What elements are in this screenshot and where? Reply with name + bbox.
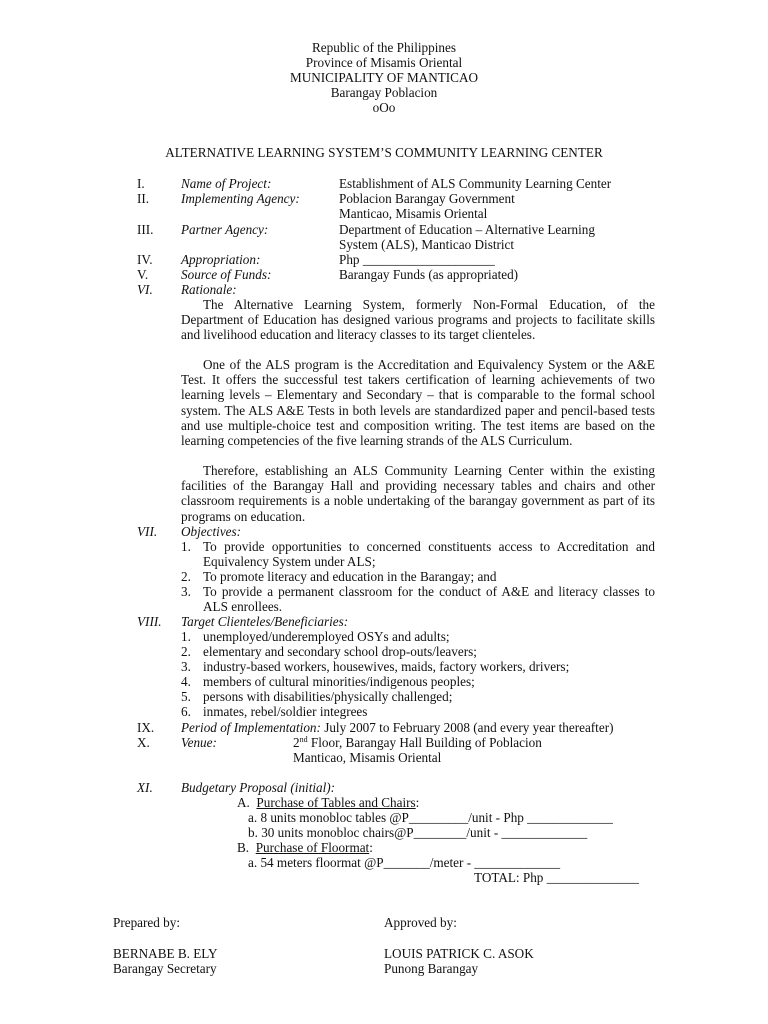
section-value: Floor, Barangay Hall Building of Poblacion xyxy=(310,735,542,750)
objective-text: To provide a permanent classroom for the conduct of A&E and literacy classes to ALS enrollees. xyxy=(203,584,655,615)
approver-title: Punong Barangay xyxy=(384,961,479,976)
section-label: Appropriation: xyxy=(181,252,261,267)
prepared-by-label: Prepared by: xyxy=(113,915,181,930)
venue-floor-suffix: nd xyxy=(299,735,308,744)
objective-number: 2. xyxy=(181,569,191,584)
beneficiary-number: 1. xyxy=(181,629,191,644)
section-value: Php ____________________ xyxy=(339,252,495,267)
section-value: Department of Education – Alternative Learning xyxy=(339,222,595,237)
section-label: Budgetary Proposal (initial): xyxy=(181,780,336,795)
document-title: ALTERNATIVE LEARNING SYSTEM’S COMMUNITY LEARNING CENTER xyxy=(165,145,603,160)
beneficiary-number: 2. xyxy=(181,644,191,659)
beneficiary-text: members of cultural minorities/indigenous peoples; xyxy=(203,674,475,689)
budget-subheading-title: Purchase of Tables and Chairs xyxy=(256,795,416,810)
section-label: Target Clienteles/Beneficiaries: xyxy=(181,614,349,629)
preparer-title: Barangay Secretary xyxy=(113,961,217,976)
beneficiary-number: 4. xyxy=(181,674,191,689)
section-number: VIII. xyxy=(137,614,162,629)
rationale-paragraph: One of the ALS program is the Accreditation and Equivalency System or the A&E Test. It offers the successful test takers certification of learning achievements of two learning levels – Elementary and Secondary – that is comparable to the formal school system. The ALS A&E Tests in both levels are standardized paper and pencil-based tests and use multiple-choice test and composition writing. The test items are based on the learning competencies of the five learning strands of the ALS Curriculum. xyxy=(181,357,655,449)
section-number: V. xyxy=(137,267,149,282)
section-number: I. xyxy=(137,176,145,191)
beneficiary-number: 6. xyxy=(181,704,191,719)
header-province: Province of Misamis Oriental xyxy=(305,55,463,70)
venue-line xyxy=(293,735,542,750)
budget-subheading-title: Purchase of Floormat xyxy=(255,840,370,855)
section-number: IV. xyxy=(137,252,153,267)
section-value: System (ALS), Manticao District xyxy=(339,237,515,252)
rationale-paragraph: The Alternative Learning System, formerly Non-Formal Education, of the Department of Education has designed various programs and projects to facilitate skills and livelihood education and literacy classes to its target clienteles. xyxy=(181,297,655,343)
approved-by-label: Approved by: xyxy=(384,915,457,930)
budget-line: a. 8 units monobloc tables @P_________/unit - Php _____________ xyxy=(248,810,613,825)
beneficiary-text: unemployed/underemployed OSYs and adults; xyxy=(203,629,450,644)
beneficiary-text: industry-based workers, housewives, maids, factory workers, drivers; xyxy=(203,659,570,674)
section-label: Partner Agency: xyxy=(181,222,269,237)
section-number: III. xyxy=(137,222,154,237)
approver-name: LOUIS PATRICK C. ASOK xyxy=(384,946,534,961)
section-number: II. xyxy=(137,191,150,206)
section-number: VII. xyxy=(137,524,158,539)
section-number: VI. xyxy=(137,282,153,297)
period-line xyxy=(181,720,614,735)
section-label: Rationale: xyxy=(181,282,237,297)
section-number: XI. xyxy=(137,780,153,795)
budget-letter: A. xyxy=(237,795,250,810)
section-value: Establishment of ALS Community Learning Center xyxy=(339,176,612,191)
section-value: Barangay Funds (as appropriated) xyxy=(339,267,519,282)
objective-number: 1. xyxy=(181,539,191,554)
section-value: July 2007 to February 2008 (and every year thereafter) xyxy=(324,720,614,735)
beneficiary-text: inmates, rebel/soldier integrees xyxy=(203,704,368,719)
venue-floor-number: 2 xyxy=(293,735,300,750)
section-label: Source of Funds: xyxy=(181,267,272,282)
budget-subheading: A. Purchase of Tables and Chairs: xyxy=(237,795,420,810)
header-barangay: Barangay Poblacion xyxy=(330,85,438,100)
section-label: Period of Implementation: xyxy=(181,720,321,735)
objective-number: 3. xyxy=(181,584,191,599)
section-number: IX. xyxy=(137,720,155,735)
budget-total: TOTAL: Php ______________ xyxy=(474,870,640,885)
header-ornament: oOo xyxy=(372,100,396,115)
beneficiary-text: elementary and secondary school drop-outs/leavers; xyxy=(203,644,477,659)
section-value: Manticao, Misamis Oriental xyxy=(293,750,442,765)
section-value: Poblacion Barangay Government xyxy=(339,191,515,206)
header-municipality: MUNICIPALITY OF MANTICAO xyxy=(289,70,479,85)
objective-text: To provide opportunities to concerned constituents access to Accreditation and Equivalency System under ALS; xyxy=(203,539,655,570)
beneficiary-text: persons with disabilities/physically challenged; xyxy=(203,689,453,704)
section-label: Name of Project: xyxy=(181,176,272,191)
budget-line: a. 54 meters floormat @P_______/meter - _____________ xyxy=(248,855,561,870)
section-number: X. xyxy=(137,735,150,750)
budget-line: b. 30 units monobloc chairs@P________/unit - _____________ xyxy=(248,825,588,840)
beneficiary-number: 5. xyxy=(181,689,191,704)
budget-subheading: B. Purchase of Floormat: xyxy=(237,840,373,855)
section-label: Objectives: xyxy=(181,524,242,539)
budget-letter: B. xyxy=(237,840,250,855)
section-label: Implementing Agency: xyxy=(181,191,300,206)
section-label: Venue: xyxy=(181,735,217,750)
objective-text: To promote literacy and education in the Barangay; and xyxy=(203,569,497,584)
rationale-paragraph: Therefore, establishing an ALS Community Learning Center within the existing facilities of the Barangay Hall and providing necessary tables and chairs and other classroom requirements is a noble undertaking of the barangay government as part of its programs on education. xyxy=(181,463,655,524)
section-value: Manticao, Misamis Oriental xyxy=(339,206,488,221)
header-republic: Republic of the Philippines xyxy=(312,40,456,55)
preparer-name: BERNABE B. ELY xyxy=(113,946,218,961)
beneficiary-number: 3. xyxy=(181,659,191,674)
